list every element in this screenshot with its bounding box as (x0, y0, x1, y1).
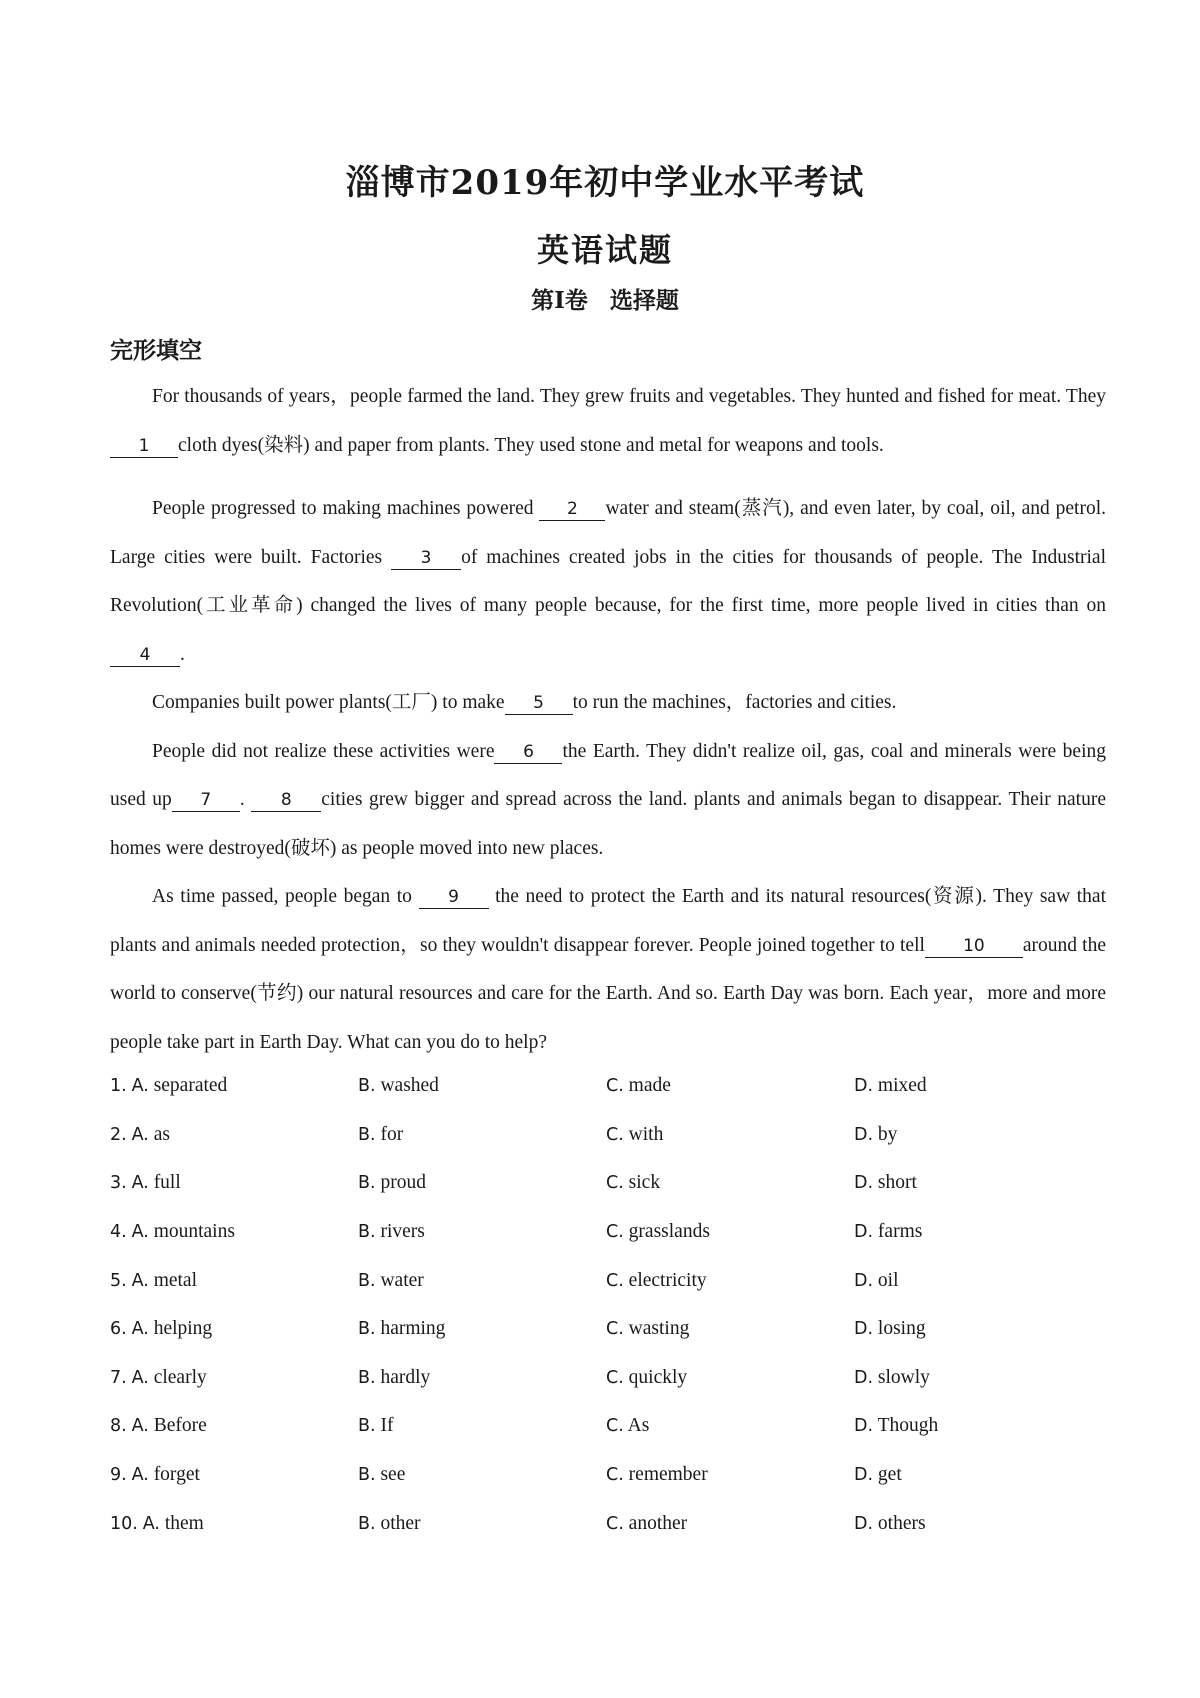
answer-options (110, 1062, 1110, 1548)
option-b[interactable]: B. rivers (358, 1221, 425, 1243)
option-d[interactable]: D. get (854, 1464, 902, 1486)
option-b[interactable]: B. If (358, 1415, 394, 1437)
blank-4: 4 (110, 644, 180, 667)
passage-text: As time passed, people began to (152, 886, 419, 907)
question-row (110, 1111, 1110, 1160)
question-row (110, 1451, 1110, 1500)
option-c[interactable]: C. remember (606, 1464, 708, 1486)
option-b[interactable]: B. proud (358, 1172, 426, 1194)
blank-1: 1 (110, 435, 178, 458)
question-row (110, 1256, 1110, 1305)
option-a[interactable]: 4. A. mountains (110, 1221, 235, 1243)
blank-7: 7 (172, 789, 240, 812)
option-c[interactable]: C. sick (606, 1172, 661, 1194)
option-a[interactable]: 1. A. separated (110, 1075, 228, 1097)
option-a[interactable]: 3. A. full (110, 1172, 181, 1194)
option-b[interactable]: B. for (358, 1123, 404, 1145)
passage-text: Companies built power plants(工厂) to make (152, 692, 505, 713)
passage-text: water and steam(蒸汽), and even later, by coal, oil, and petrol. Large cities were built. Factories (110, 498, 1106, 568)
option-d[interactable]: D. short (854, 1172, 917, 1194)
option-c[interactable]: C. As (606, 1415, 650, 1437)
option-d[interactable]: D. slowly (854, 1366, 930, 1388)
option-b[interactable]: B. washed (358, 1075, 439, 1097)
question-row (110, 1354, 1110, 1403)
blank-6: 6 (494, 741, 562, 764)
option-a[interactable]: 9. A. forget (110, 1464, 200, 1486)
option-a[interactable]: 6. A. helping (110, 1318, 213, 1340)
passage-paragraph-5 (110, 873, 1106, 1067)
option-a[interactable]: 10. A. them (110, 1512, 204, 1534)
passage-text: People did not realize these activities were (152, 740, 495, 762)
option-d[interactable]: D. mixed (854, 1075, 927, 1097)
option-c[interactable]: C. with (606, 1123, 664, 1145)
option-b[interactable]: B. harming (358, 1318, 446, 1340)
passage-text: . (239, 789, 252, 810)
passage-text: For thousands of years，people farmed the land. They grew fruits and vegetables. They hunted and fished for meat. They (152, 386, 1106, 407)
passage-text: . (180, 643, 185, 665)
option-d[interactable]: D. others (854, 1512, 926, 1534)
question-row (110, 1305, 1110, 1354)
passage-text: cities grew bigger and spread across the land. plants and animals began to disappear. Their nature homes were destroyed(破坏) as people moved into new places. (110, 789, 1106, 859)
option-d[interactable]: D. by (854, 1123, 898, 1145)
part-heading (0, 282, 1200, 315)
option-b[interactable]: B. other (358, 1512, 421, 1534)
option-a[interactable]: 7. A. clearly (110, 1366, 207, 1388)
blank-3: 3 (391, 547, 461, 570)
passage-text: of machines created jobs in the cities for thousands of people. The Industrial Revolution(工业革命) changed the lives of many people because, for the first time, more people lived in cities than on (110, 546, 1106, 616)
question-row (110, 1402, 1110, 1451)
passage-paragraph-2 (110, 485, 1106, 679)
passage-text: the Earth. They didn't realize oil, gas, coal and minerals were being used up (110, 740, 1106, 810)
part-number: 第Ⅰ卷 (531, 287, 588, 314)
blank-2: 2 (539, 498, 605, 521)
question-row (110, 1208, 1110, 1257)
option-c[interactable]: C. electricity (606, 1269, 707, 1291)
passage-text: People progressed to making machines powered (152, 498, 540, 519)
cloze-passage (110, 373, 1106, 1067)
option-d[interactable]: D. farms (854, 1221, 923, 1243)
option-a[interactable]: 2. A. as (110, 1123, 170, 1145)
option-d[interactable]: D. oil (854, 1269, 899, 1291)
exam-subject: 英语试题 (536, 231, 673, 269)
exam-title: 淄博市2019年初中学业水平考试 (345, 163, 865, 203)
option-c[interactable]: C. wasting (606, 1318, 690, 1340)
option-a[interactable]: 5. A. metal (110, 1269, 198, 1291)
question-row (110, 1062, 1110, 1111)
option-c[interactable]: C. another (606, 1512, 688, 1534)
passage-paragraph-1 (110, 373, 1106, 470)
option-a[interactable]: 8. A. Before (110, 1415, 207, 1437)
option-d[interactable]: D. losing (854, 1318, 926, 1340)
passage-paragraph-3 (110, 679, 1106, 728)
blank-9: 9 (419, 886, 489, 909)
option-b[interactable]: B. water (358, 1269, 424, 1291)
question-row (110, 1159, 1110, 1208)
passage-text: cloth dyes(染料) and paper from plants. They used stone and metal for weapons and tools. (178, 434, 884, 456)
passage-text: the need to protect the Earth and its natural resources(资源). They saw that plants and animals needed protection，so they wouldn't disappear forever. People joined together to tell (110, 886, 1106, 956)
question-row (110, 1499, 1110, 1548)
passage-paragraph-4 (110, 728, 1106, 874)
option-b[interactable]: B. see (358, 1464, 406, 1486)
option-d[interactable]: D. Though (854, 1415, 939, 1437)
blank-10: 10 (925, 935, 1023, 958)
blank-5: 5 (505, 692, 573, 715)
option-c[interactable]: C. made (606, 1075, 671, 1097)
option-b[interactable]: B. hardly (358, 1366, 431, 1388)
passage-text: to run the machines，factories and cities. (572, 692, 897, 713)
blank-8: 8 (251, 789, 321, 812)
option-c[interactable]: C. grasslands (606, 1221, 710, 1243)
passage-text: around the world to conserve(节约) our natural resources and care for the Earth. And so. Earth Day was born. Each year，more and more people take part in Earth Day. What can you do to help? (110, 934, 1106, 1053)
part-name: 选择题 (609, 287, 679, 314)
section-heading: 完形填空 (110, 338, 202, 364)
option-c[interactable]: C. quickly (606, 1366, 688, 1388)
